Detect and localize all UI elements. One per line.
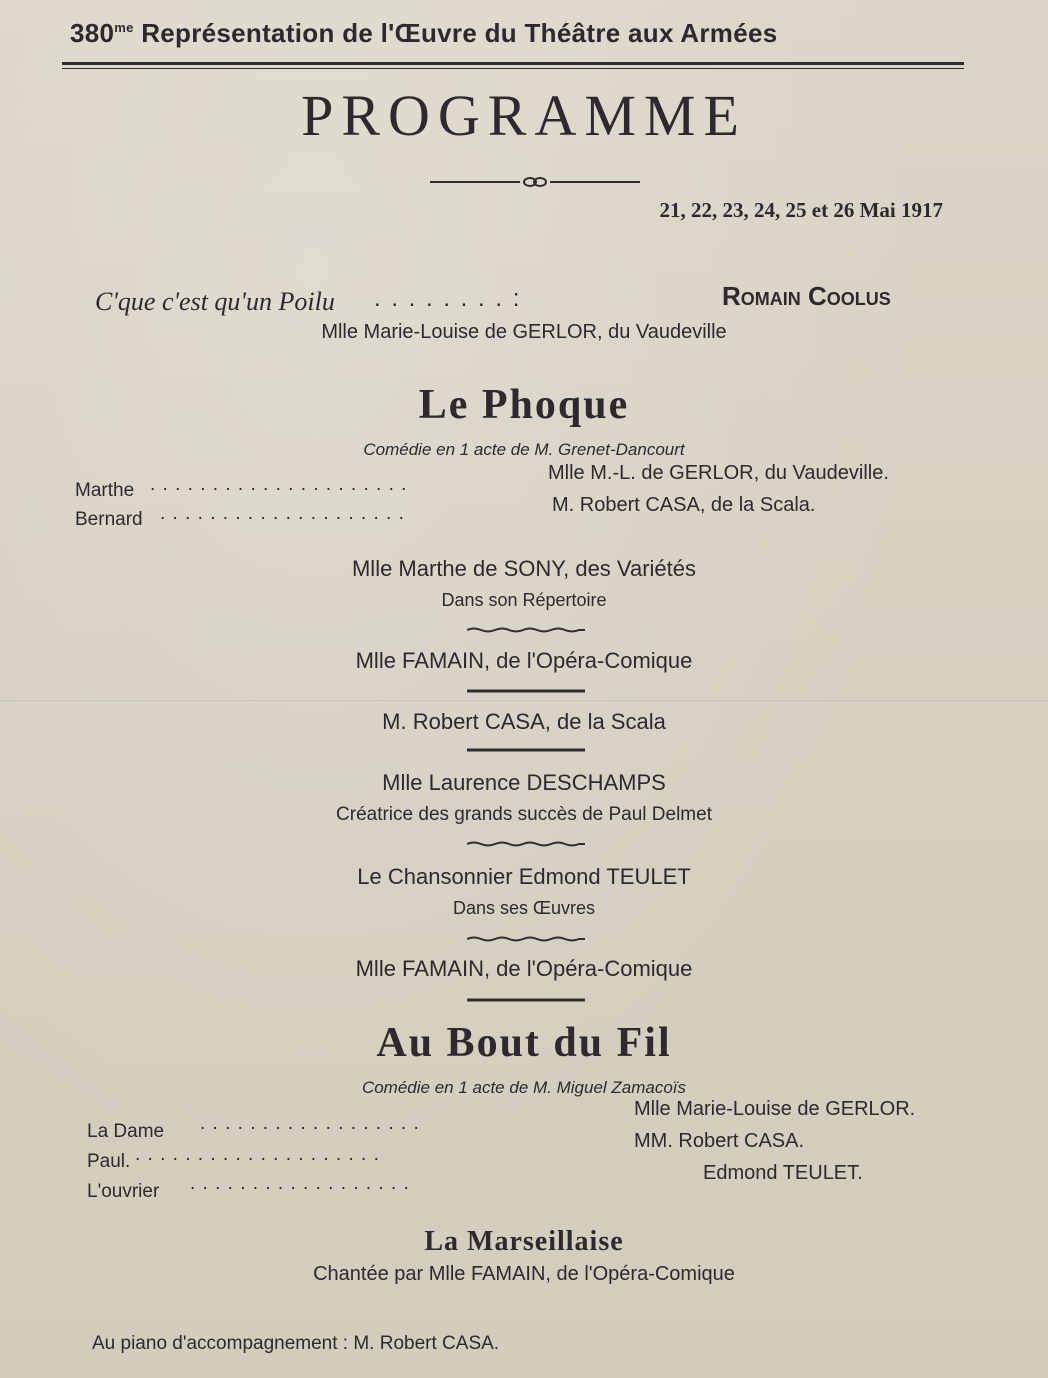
footer-piano: Au piano d'accompagnement : M. Robert CASA. [92,1333,500,1354]
play1-actor-bernard: M. Robert CASA, de la Scala. [552,494,816,516]
header-rule-thin [62,68,964,69]
finale-title: La Marseillaise [424,1226,624,1257]
act-famain-2: Mlle FAMAIN, de l'Opéra-Comique [355,956,693,981]
play1-title: Le Phoque [418,382,630,428]
play1-subtitle: Comédie en 1 acte de M. Grenet-Dancourt [363,440,685,459]
header-superscript: me [114,20,134,35]
act-teulet: Le Chansonnier Edmond TEULET [357,864,691,889]
play1-role-bernard: Bernard [75,509,143,530]
act-deschamps-sub: Créatrice des grands succès de Paul Delmet [336,804,712,825]
separator-5 [467,936,585,942]
item1-title: C'que c'est qu'un Poilu [95,287,335,316]
play2-actor-dame: Mlle Marie-Louise de GERLOR. [634,1098,916,1120]
header-text: Représentation de l'Œuvre du Théâtre aux Armées [141,18,778,48]
play1-dots-bernard: . . . . . . . . . . . . . . . . . . . . [160,503,405,524]
separator-3 [467,747,585,753]
play1-actor-marthe: Mlle M.-L. de GERLOR, du Vaudeville. [548,462,889,484]
play2-role-dame: La Dame [87,1121,165,1142]
header-rule [62,62,964,65]
item1-dots: . . . . . . . . : [374,285,522,312]
play2-actor-ouvrier: Edmond TEULET. [703,1162,863,1184]
separator-1 [467,627,585,633]
act-sony: Mlle Marthe de SONY, des Variétés [351,556,696,581]
act-sony-sub: Dans son Répertoire [441,590,607,610]
act-famain-1: Mlle FAMAIN, de l'Opéra-Comique [355,648,693,673]
play2-dots-dame: . . . . . . . . . . . . . . . . . . [200,1113,420,1134]
page-title: PROGRAMME [301,83,747,148]
item1-performer: Mlle Marie-Louise de GERLOR, du Vaudeville [321,321,727,343]
play2-role-paul: Paul. [87,1151,131,1172]
header-line [70,18,965,49]
play1-dots-marthe: . . . . . . . . . . . . . . . . . . . . . [150,474,408,495]
play2-dots-ouvrier: . . . . . . . . . . . . . . . . . . [190,1173,410,1194]
play2-subtitle: Comédie en 1 acte de M. Miguel Zamacoïs [361,1078,687,1097]
header-number: 380 [70,18,115,48]
item1-author: Romain Coolus [722,281,891,311]
separator-4 [467,841,585,847]
finale-line: Chantée par Mlle FAMAIN, de l'Opéra-Comique [313,1263,735,1285]
play2-role-ouvrier: L'ouvrier [87,1181,160,1202]
act-casa: M. Robert CASA, de la Scala [382,709,666,734]
act-teulet-sub: Dans ses Œuvres [452,898,596,918]
paper-fold [0,700,1048,703]
act-deschamps: Mlle Laurence DESCHAMPS [382,770,666,795]
play1-role-marthe: Marthe [75,480,135,501]
dates: 21, 22, 23, 24, 25 et 26 Mai 1917 [659,198,943,222]
separator-2 [467,688,585,694]
separator-6 [467,997,585,1003]
title-ornament [430,176,640,188]
play2-title: Au Bout du Fil [376,1020,672,1066]
play2-actor-paul: MM. Robert CASA. [634,1130,805,1152]
play2-dots-paul: . . . . . . . . . . . . . . . . . . . . [135,1144,380,1165]
